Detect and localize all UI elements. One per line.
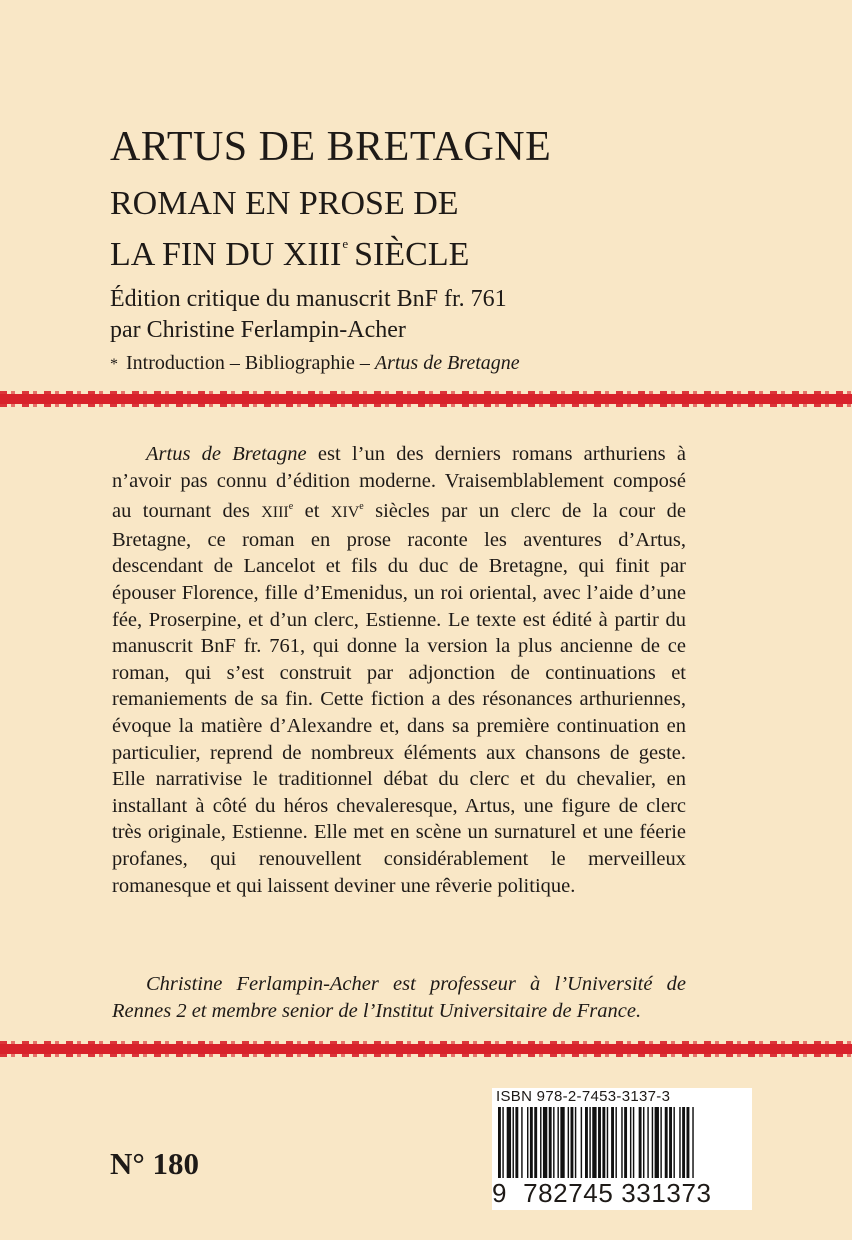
isbn-label: ISBN 978-2-7453-3137-3 [496, 1088, 671, 1105]
series-number: N° 180 [110, 1146, 200, 1181]
subtitle-line-2-text: LA FIN DU XIII [110, 236, 342, 273]
barcode-digits [492, 1178, 714, 1209]
bottom-red-stripe [0, 1044, 852, 1054]
barcode-number: 782745 331373 [523, 1178, 712, 1208]
book-subtitle [110, 184, 469, 275]
author-note: Christine Ferlampin-Acher est professeur à l’Université de Rennes 2 et membre senior de l’Institut Universitaire de France. [112, 973, 686, 1022]
edition-line-2: par Christine Ferlampin-Acher [110, 317, 406, 343]
subtitle-line-2 [110, 224, 469, 275]
book-title: ARTUS DE BRETAGNE [110, 124, 552, 170]
century-13-sup: e [288, 501, 294, 513]
contents-text: Introduction – Bibliographie – [126, 352, 375, 374]
description-title: Artus de Bretagne [146, 443, 307, 465]
edition-info [110, 284, 507, 346]
subtitle-line-2-century: SIÈCLE [354, 236, 470, 273]
edition-line-1: Édition critique du manuscrit BnF fr. 761 [110, 286, 507, 312]
subtitle-line-1: ROMAN EN PROSE DE [110, 185, 459, 222]
volume-mark: * [110, 356, 118, 373]
century-14: XIV [330, 504, 360, 522]
subtitle-superscript: e [342, 236, 349, 251]
description-part-2: et [293, 500, 331, 523]
barcode-first-digit: 9 [492, 1178, 508, 1208]
description-part-3: siècles par un clerc de la cour de Bretagne, ce roman en prose raconte les aventures d’Artus, descendant de Lancelot et fils du duc de Bretagne, qui finit par épouser Florence, fille d’Emenidus, un roi oriental, avec l’aide d’une fée, Proserpine, et d’un clerc, Estienne. Le texte est édité à partir du manuscrit BnF fr. 761, qui donne la version la plus ancienne de ce roman, qui s’est construit par adjonction de continuations et remaniements de sa fin. Cette fiction a des résonances arthuriennes, évoque la matière d’Alexandre et, dans sa première continuation en particulier, reprend de nombreux éléments aux chansons de geste. Elle narrativise le traditionnel débat du clerc et du chevalier, en installant à côté du héros chevaleresque, Artus, une figure de clerc très originale, Estienne. Elle met en scène un surnaturel et une féerie profanes, qui renouvellent considérablement le merveilleux romanesque et qui laissent deviner une rêverie politique. [112, 500, 687, 897]
volume-contents [110, 350, 520, 378]
century-13: XIII [261, 504, 289, 522]
contents-title: Artus de Bretagne [374, 352, 520, 374]
book-description [112, 441, 686, 899]
barcode-icon [496, 1107, 752, 1187]
century-14-sup: e [359, 501, 364, 513]
description-part-1: est l’un des derniers romans arthuriens à n’avoir pas connu d’édition moderne. Vraisemblablement composé au tournant des [112, 443, 686, 523]
top-red-stripe [0, 394, 852, 404]
